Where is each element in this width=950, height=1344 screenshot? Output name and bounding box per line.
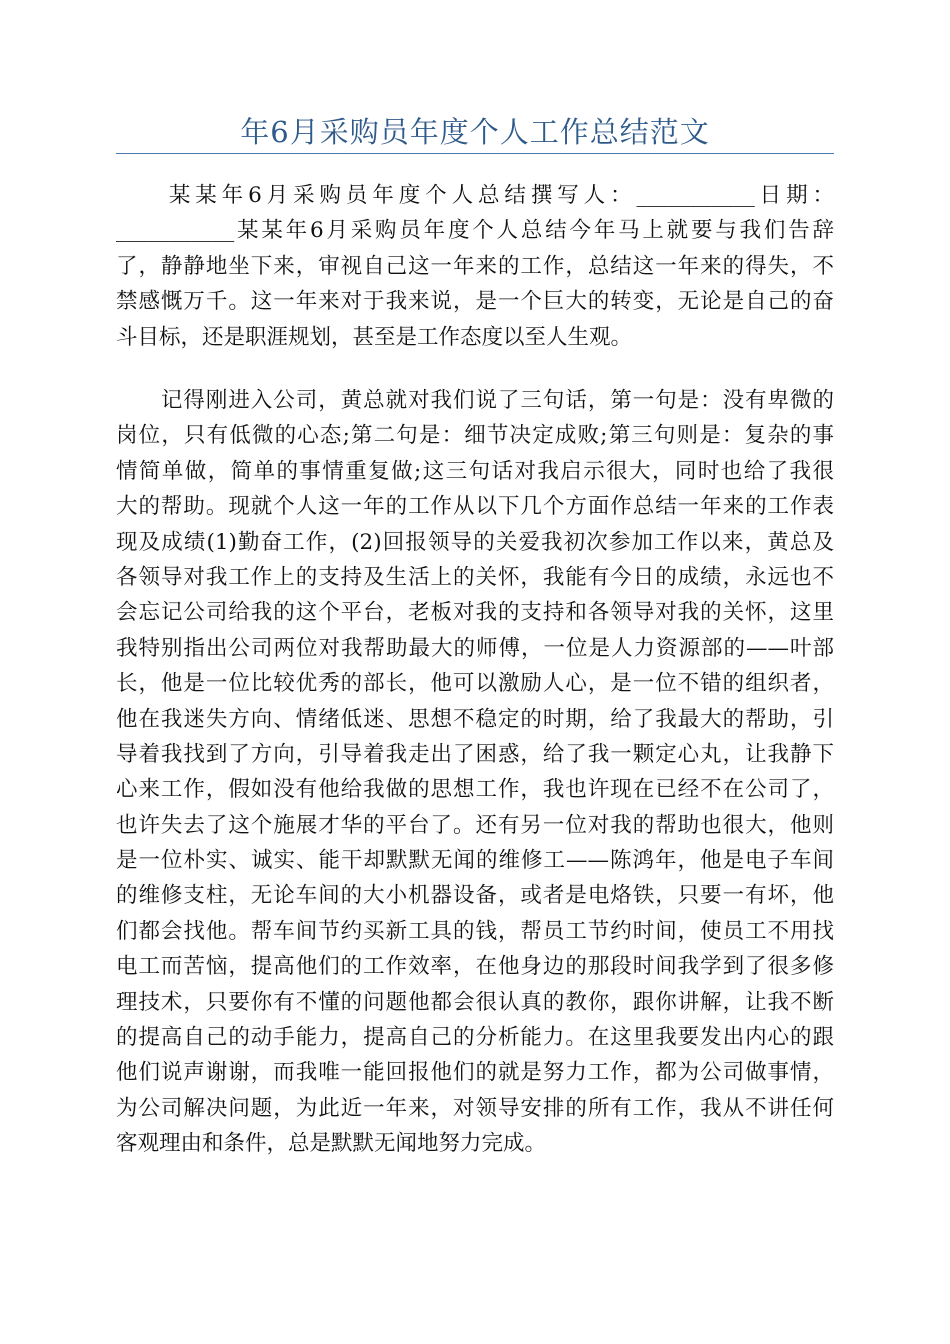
paragraph-line: 斗目标，还是职涯规划，甚至是工作态度以至人生观。 (116, 324, 633, 350)
paragraph-line: 也许失去了这个施展才华的平台了。还有另一位对我的帮助也很大，他则 (116, 812, 834, 838)
paragraph-line: 我特别指出公司两位对我帮助最大的师傅，一位是人力资源部的——叶部 (116, 635, 834, 661)
paragraph-line: ___________某某年6月采购员年度个人总结今年马上就要与我们告辞 (116, 218, 834, 244)
document-title: 年6月采购员年度个人工作总结范文 (240, 115, 710, 149)
paragraph-line: 现及成绩(1)勤奋工作，(2)回报领导的关爱我初次参加工作以来，黄总及 (116, 529, 834, 555)
paragraph-line: 客观理由和条件，总是默默无闻地努力完成。 (116, 1131, 547, 1157)
paragraph-line: 大的帮助。现就个人这一年的工作从以下几个方面作总结一年来的工作表 (116, 494, 834, 520)
paragraph-line: 岗位，只有低微的心态;第二句是：细节决定成败;第三句则是：复杂的事 (116, 423, 834, 449)
paragraph-line: 的提高自己的动手能力，提高自己的分析能力。在这里我要发出内心的跟 (116, 1025, 834, 1051)
paragraph-line: 心来工作，假如没有他给我做的思想工作，我也许现在已经不在公司了， (116, 777, 834, 803)
paragraph-line: 他在我迷失方向、情绪低迷、思想不稳定的时期，给了我最大的帮助，引 (116, 706, 834, 732)
paragraph-line: 是一位朴实、诚实、能干却默默无闻的维修工——陈鸿年，他是电子车间 (116, 848, 834, 874)
paragraph-line: 长，他是一位比较优秀的部长，他可以激励人心，是一位不错的组织者， (116, 671, 834, 697)
title-underline (116, 153, 834, 154)
paragraph-line: 会忘记公司给我的这个平台，老板对我的支持和各领导对我的关怀，这里 (116, 600, 834, 626)
paragraph-line: 的维修支柱，无论车间的大小机器设备，或者是电烙铁，只要一有坏，他 (116, 883, 834, 909)
paragraph-line: 各领导对我工作上的支持及生活上的关怀，我能有今日的成绩，永远也不 (116, 564, 834, 590)
paragraph-line: 导着我找到了方向，引导着我走出了困惑，给了我一颗定心丸，让我静下 (116, 741, 834, 767)
paragraph-line: 为公司解决问题，为此近一年来，对领导安排的所有工作，我从不讲任何 (116, 1095, 834, 1121)
paragraph-line: 记得刚进入公司，黄总就对我们说了三句话，第一句是：没有卑微的 (116, 388, 834, 413)
paragraph-line: 情简单做，简单的事情重复做;这三句话对我启示很大，同时也给了我很 (116, 458, 834, 484)
paragraph-1 (116, 178, 834, 355)
paragraph-line: 们都会找他。帮车间节约买新工具的钱，帮员工节约时间，使员工不用找 (116, 918, 834, 944)
paragraph-line: 理技术，只要你有不懂的问题他都会很认真的教你，跟你讲解，让我不断 (116, 989, 834, 1015)
paragraph-2 (116, 383, 834, 1162)
paragraph-line: 禁感慨万千。这一年来对于我来说，是一个巨大的转变，无论是自己的奋 (116, 289, 834, 315)
paragraph-line: 了，静静地坐下来，审视自己这一年来的工作，总结这一年来的得失，不 (116, 253, 834, 279)
paragraph-line: 某某年6月采购员年度个人总结撰写人：___________日期： (116, 183, 834, 208)
paragraph-line: 他们说声谢谢，而我唯一能回报他们的就是努力工作，都为公司做事情， (116, 1060, 834, 1086)
paragraph-line: 电工而苦恼，提高他们的工作效率，在他身边的那段时间我学到了很多修 (116, 954, 834, 980)
